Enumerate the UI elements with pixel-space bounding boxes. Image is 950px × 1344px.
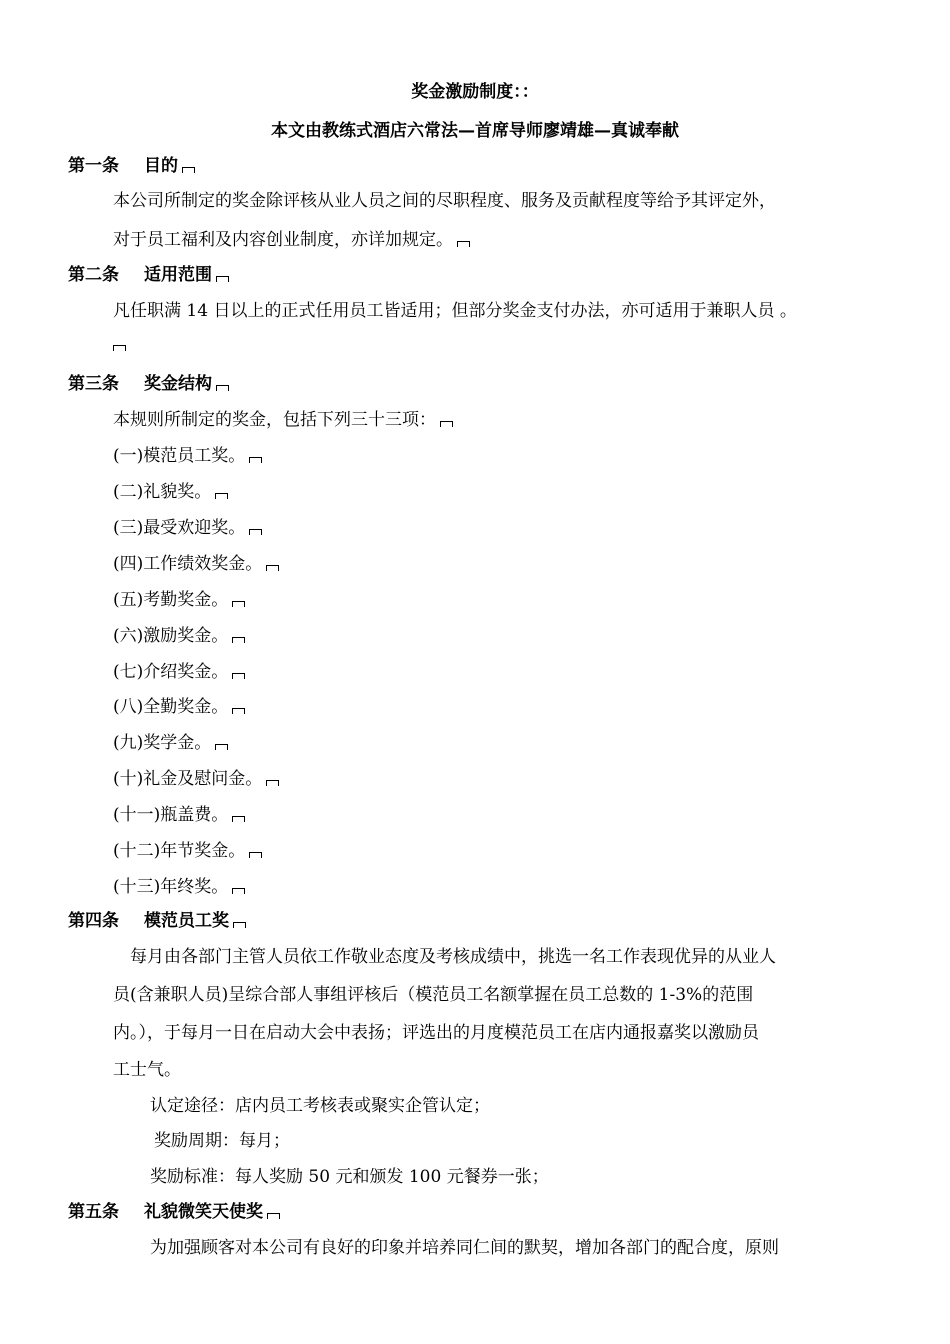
- paragraph-mark-icon: [113, 345, 126, 351]
- paragraph-mark-icon: [233, 922, 246, 928]
- article-1-heading: [68, 151, 195, 176]
- article-4-period: 奖励周期：每月；: [154, 1131, 290, 1151]
- paragraph-mark-icon: [182, 167, 195, 173]
- list-item: (十一)瓶盖费。: [113, 800, 245, 825]
- article-1-title: 目的: [144, 156, 178, 176]
- paragraph-mark-icon: [216, 385, 229, 391]
- article-2-label: 第二条: [68, 265, 119, 285]
- list-item: (十)礼金及慰问金。: [113, 764, 279, 789]
- article-3-heading: [68, 369, 229, 394]
- article-5-label: 第五条: [68, 1202, 119, 1222]
- article-4-paragraph-line-1: 每月由各部门主管人员依工作敬业态度及考核成绩中，挑选一名工作表现优异的从业人: [130, 947, 776, 967]
- list-item: (十三)年终奖。: [113, 872, 245, 897]
- article-3-label: 第三条: [68, 374, 119, 394]
- list-item: (四)工作绩效奖金。: [113, 549, 279, 574]
- list-item: (六)激励奖金。: [113, 621, 245, 646]
- article-2-heading: [68, 260, 229, 285]
- list-item: (一)模范员工奖。: [113, 441, 262, 466]
- paragraph-mark-icon: [232, 637, 245, 643]
- list-item: (二)礼貌奖。: [113, 477, 228, 502]
- paragraph-mark-icon: [249, 529, 262, 535]
- article-4-heading: [68, 906, 246, 931]
- article-1-label: 第一条: [68, 156, 119, 176]
- article-2-paragraph-end: [109, 334, 126, 354]
- article-1-paragraph-line-2: 对于员工福利及内容创业制度，亦详加规定。: [113, 225, 470, 250]
- paragraph-mark-icon: [267, 1213, 280, 1219]
- article-4-label: 第四条: [68, 911, 119, 931]
- paragraph-mark-icon: [232, 601, 245, 607]
- paragraph-mark-icon: [266, 780, 279, 786]
- list-item: (十二)年节奖金。: [113, 836, 262, 861]
- article-1-paragraph-line-1: 本公司所制定的奖金除评核从业人员之间的尽职程度、服务及贡献程度等给予其评定外，: [113, 191, 776, 211]
- article-4-title: 模范员工奖: [144, 911, 229, 931]
- article-4-standard: 奖励标准：每人奖励 50 元和颁发 100 元餐券一张；: [150, 1167, 549, 1187]
- paragraph-mark-icon: [232, 708, 245, 714]
- paragraph-mark-icon: [216, 276, 229, 282]
- article-4-paragraph-line-4: 工士气。: [113, 1060, 181, 1080]
- article-4-way: 认定途径：店内员工考核表或聚实企管认定；: [150, 1096, 490, 1116]
- article-2-paragraph-line-1: 凡任职满 14 日以上的正式任用员工皆适用；但部分奖金支付办法，亦可适用于兼职人员 。: [113, 301, 797, 321]
- list-item: (五)考勤奖金。: [113, 585, 245, 610]
- paragraph-mark-icon: [232, 888, 245, 894]
- article-5-title: 礼貌微笑天使奖: [144, 1202, 263, 1222]
- document-title: 奖金激励制度：：: [411, 82, 539, 102]
- list-item: (七)介绍奖金。: [113, 657, 245, 682]
- paragraph-mark-icon: [215, 493, 228, 499]
- paragraph-mark-icon: [457, 241, 470, 247]
- article-3-intro: 本规则所制定的奖金，包括下列三十三项：: [113, 405, 453, 430]
- article-4-paragraph-line-2: 员(含兼职人员)呈综合部人事组评核后（模范员工名额掌握在员工总数的 1-3%的范围: [113, 985, 754, 1005]
- article-3-title: 奖金结构: [144, 374, 212, 394]
- paragraph-mark-icon: [249, 852, 262, 858]
- paragraph-mark-icon: [232, 816, 245, 822]
- list-item: (三)最受欢迎奖。: [113, 513, 262, 538]
- paragraph-mark-icon: [215, 744, 228, 750]
- article-4-paragraph-line-3: 内。），于每月一日在启动大会中表扬；评选出的月度模范员工在店内通报嘉奖以激励员: [113, 1023, 759, 1043]
- article-5-heading: [68, 1197, 280, 1222]
- list-item: (八)全勤奖金。: [113, 692, 245, 717]
- article-2-title: 适用范围: [144, 265, 212, 285]
- list-item: (九)奖学金。: [113, 728, 228, 753]
- paragraph-mark-icon: [249, 457, 262, 463]
- article-5-paragraph-line-1: 为加强顾客对本公司有良好的印象并培养同仁间的默契，增加各部门的配合度，原则: [150, 1238, 779, 1258]
- paragraph-mark-icon: [232, 673, 245, 679]
- paragraph-mark-icon: [266, 565, 279, 571]
- document-subtitle: 本文由教练式酒店六常法—首席导师廖靖雄—真诚奉献: [271, 121, 679, 141]
- paragraph-mark-icon: [440, 421, 453, 427]
